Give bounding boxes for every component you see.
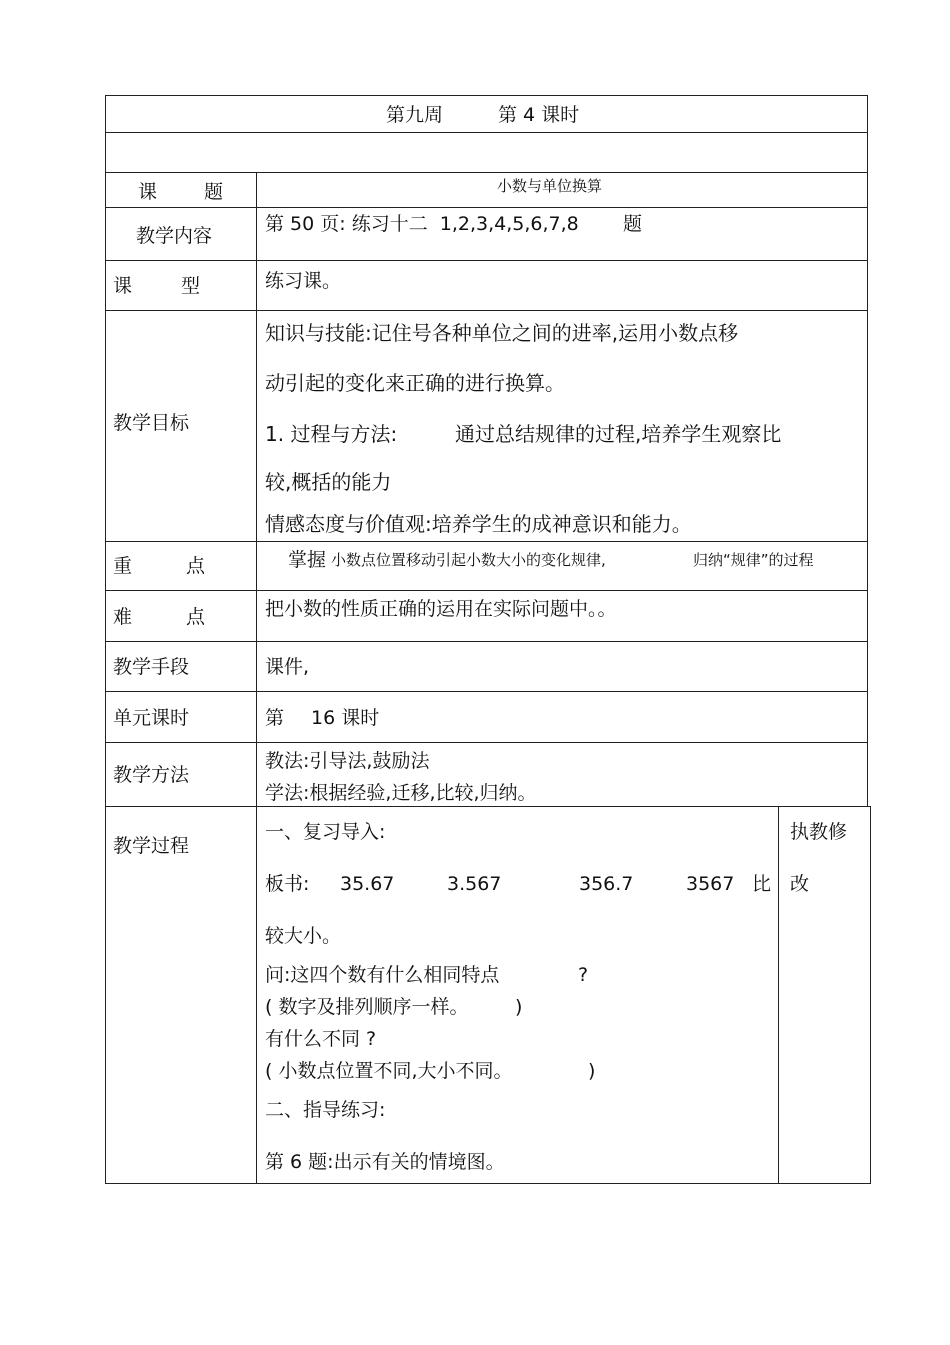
goals-line: 情感态度与价值观:培养学生的成神意识和能力。 bbox=[265, 512, 692, 536]
topic-label-a: 课 bbox=[138, 181, 158, 203]
label-column-divider bbox=[256, 172, 257, 1184]
table-border-right-upper bbox=[867, 95, 868, 807]
row-divider bbox=[105, 132, 868, 133]
table-border-right-lower bbox=[870, 806, 871, 1184]
board-tail: 比 bbox=[752, 873, 772, 895]
table-border-left bbox=[105, 95, 106, 1184]
goals-line: 知识与技能:记住号各种单位之间的进率,运用小数点移 bbox=[265, 321, 739, 345]
unithours-value-a: 第 bbox=[265, 707, 285, 729]
row-divider bbox=[105, 590, 868, 591]
revise-label-a: 执教修 bbox=[790, 821, 848, 843]
question-1-mark: ? bbox=[578, 964, 589, 986]
methods-teach: 教法:引导法,鼓励法 bbox=[265, 750, 430, 772]
board-label: 板书: bbox=[265, 873, 310, 895]
difficulty-value: 把小数的性质正确的运用在实际问题中。。 bbox=[265, 598, 617, 620]
table-border-bottom bbox=[105, 1183, 871, 1184]
means-value: 课件, bbox=[265, 656, 310, 678]
row-divider bbox=[105, 541, 868, 542]
keypoint-value-a: 掌握 bbox=[288, 549, 327, 571]
keypoint-label-a: 重 bbox=[113, 555, 133, 577]
goals-line: 通过总结规律的过程,培养学生观察比 bbox=[455, 422, 782, 446]
goals-line: 动引起的变化来正确的进行换算。 bbox=[265, 371, 565, 395]
practice-title: 二、指导练习: bbox=[265, 1099, 386, 1121]
board-line2: 较大小。 bbox=[265, 925, 342, 947]
board-number: 3567 bbox=[686, 873, 735, 895]
methods-learn: 学法:根据经验,迁移,比较,归纳。 bbox=[265, 782, 537, 804]
row-divider bbox=[105, 806, 871, 807]
question-2: 有什么不同 ? bbox=[265, 1028, 377, 1050]
content-suffix: 题 bbox=[623, 213, 643, 235]
review-title: 一、复习导入: bbox=[265, 821, 386, 843]
question-1: 问:这四个数有什么相同特点 bbox=[265, 964, 500, 986]
goals-line: 较,概括的能力 bbox=[265, 470, 392, 494]
row-divider bbox=[105, 691, 868, 692]
goals-line: 1. 过程与方法: bbox=[265, 422, 398, 446]
means-label: 教学手段 bbox=[113, 656, 190, 678]
type-value: 练习课。 bbox=[265, 270, 342, 292]
row-divider bbox=[105, 172, 868, 173]
content-value: 第 50 页: 练习十二 1,2,3,4,5,6,7,8 bbox=[265, 213, 579, 235]
exercise-6: 第 6 题:出示有关的情境图。 bbox=[265, 1151, 505, 1173]
revise-label-b: 改 bbox=[790, 873, 810, 895]
revise-column-divider bbox=[778, 806, 779, 1184]
board-number: 356.7 bbox=[579, 873, 634, 895]
topic-label-b: 题 bbox=[204, 181, 224, 203]
answer-2: ( 小数点位置不同,大小不同。 bbox=[265, 1060, 513, 1082]
content-label: 教学内容 bbox=[136, 225, 213, 247]
row-divider bbox=[105, 641, 868, 642]
unithours-label: 单元课时 bbox=[113, 707, 190, 729]
type-label-a: 课 bbox=[113, 275, 133, 297]
goals-label: 教学目标 bbox=[113, 412, 190, 434]
header-lesson: 第 4 课时 bbox=[498, 104, 580, 126]
board-number: 3.567 bbox=[447, 873, 502, 895]
board-number: 35.67 bbox=[340, 873, 395, 895]
answer-1-close: ) bbox=[515, 996, 523, 1018]
header-week: 第九周 bbox=[386, 104, 444, 126]
process-label: 教学过程 bbox=[113, 835, 190, 857]
unithours-value-b: 16 课时 bbox=[311, 707, 380, 729]
keypoint-value-b: 小数点位置移动引起小数大小的变化规律, bbox=[331, 551, 606, 569]
methods-label: 教学方法 bbox=[113, 764, 190, 786]
difficulty-label-a: 难 bbox=[113, 606, 133, 628]
keypoint-value-c: 归纳“规律”的过程 bbox=[693, 551, 814, 569]
keypoint-label-b: 点 bbox=[186, 555, 206, 577]
answer-2-close: ) bbox=[588, 1060, 596, 1082]
difficulty-label-b: 点 bbox=[186, 606, 206, 628]
row-divider bbox=[105, 742, 868, 743]
row-divider bbox=[105, 310, 868, 311]
answer-1: ( 数字及排列顺序一样。 bbox=[265, 996, 469, 1018]
row-divider bbox=[105, 260, 868, 261]
topic-value: 小数与单位换算 bbox=[497, 177, 603, 195]
row-divider bbox=[105, 207, 868, 208]
table-border-top bbox=[105, 95, 868, 96]
type-label-b: 型 bbox=[181, 275, 201, 297]
